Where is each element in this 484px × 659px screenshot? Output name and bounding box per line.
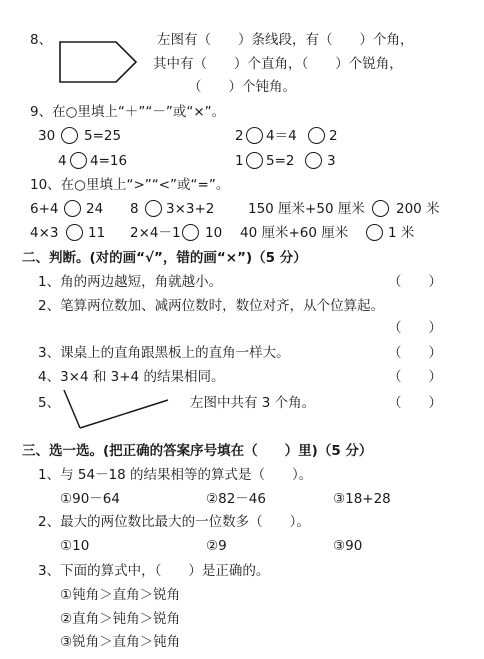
answer-circle[interactable]	[305, 152, 322, 169]
answer-circle[interactable]	[64, 200, 81, 217]
q10-f-right: 1 米	[388, 225, 415, 241]
answer-paren[interactable]: （ ）	[388, 274, 442, 290]
choice-q2-option-2[interactable]: ②9	[206, 538, 227, 554]
choice-q2-option-3[interactable]: ③90	[333, 538, 363, 554]
choice-q1-option-2[interactable]: ②82－46	[206, 491, 266, 507]
q10-a-left: 6+4	[30, 201, 59, 217]
q9-b-mid: 4＝4	[266, 128, 297, 144]
choice-q1: 1、与 54－18 的结果相等的算式是（ ）。	[38, 467, 313, 483]
q10-e-left: 2×4－1	[130, 225, 181, 241]
pentagon-figure	[58, 38, 138, 88]
q8-number: 8、	[30, 32, 53, 48]
q10-b-right: 3×3+2	[166, 201, 215, 217]
q10-d-right: 11	[88, 225, 106, 241]
section3-title: 三、选一选。(把正确的答案序号填在（ ）里)（5 分）	[22, 443, 373, 459]
answer-paren[interactable]: （ ）	[388, 395, 442, 411]
judge-item-5: 5、	[38, 395, 61, 411]
answer-circle[interactable]	[246, 127, 263, 144]
q10-e-right: 10	[205, 225, 223, 241]
q10-d-left: 4×3	[30, 225, 59, 241]
q9-c-right: 4=16	[90, 153, 128, 169]
answer-circle[interactable]	[61, 127, 78, 144]
answer-circle[interactable]	[366, 224, 383, 241]
answer-paren[interactable]: （ ）	[388, 320, 442, 336]
q9-b-right: 2	[329, 128, 338, 144]
q10-c-right: 200 米	[396, 201, 440, 217]
q9-b-left: 2	[235, 128, 244, 144]
answer-circle[interactable]	[308, 127, 325, 144]
answer-circle[interactable]	[145, 200, 162, 217]
choice-q3-option-2[interactable]: ②直角＞钝角＞锐角	[60, 611, 181, 627]
judge-item-4: 4、3×4 和 3+4 的结果相同。	[38, 369, 225, 385]
q10-b-left: 8	[130, 201, 139, 217]
answer-circle[interactable]	[372, 200, 389, 217]
q9-a-left: 30	[38, 128, 56, 144]
answer-circle[interactable]	[66, 224, 83, 241]
q9-c-left: 4	[58, 153, 67, 169]
angle-lines-figure	[62, 388, 172, 432]
q9-title: 9、在○里填上“＋”“－”或“×”。	[30, 104, 226, 120]
judge-item-5-text: 左图中共有 3 个角。	[190, 395, 316, 411]
choice-q2: 2、最大的两位数比最大的一位数多（ ）。	[38, 514, 310, 530]
choice-q1-option-3[interactable]: ③18+28	[333, 491, 391, 507]
choice-q3-option-3[interactable]: ③锐角＞直角＞钝角	[60, 634, 181, 650]
q8-line3: （ ）个钝角。	[188, 79, 296, 95]
q10-title: 10、在○里填上“>”“<”或“=”。	[30, 177, 230, 193]
q9-d-left: 1	[235, 153, 244, 169]
answer-circle[interactable]	[70, 152, 87, 169]
q9-d-right: 3	[327, 153, 336, 169]
choice-q2-option-1[interactable]: ①10	[60, 538, 90, 554]
answer-paren[interactable]: （ ）	[388, 369, 442, 385]
q8-line2: 其中有（ ）个直角，（ ）个锐角，	[153, 56, 403, 72]
judge-item-1: 1、角的两边越短，角就越小。	[38, 274, 223, 290]
answer-paren[interactable]: （ ）	[388, 345, 442, 361]
q10-a-right: 24	[86, 201, 104, 217]
q10-c-left: 150 厘米+50 厘米	[248, 201, 365, 217]
section2-title: 二、判断。(对的画“√”，错的画“×”)（5 分）	[22, 250, 307, 266]
q9-a-right: 5=25	[84, 128, 122, 144]
choice-q3: 3、下面的算式中，（ ）是正确的。	[38, 563, 270, 579]
judge-item-2: 2、笔算两位数加、减两位数时，数位对齐，从个位算起。	[38, 298, 385, 314]
q9-d-mid: 5=2	[266, 153, 295, 169]
answer-circle[interactable]	[246, 152, 263, 169]
judge-item-3: 3、课桌上的直角跟黑板上的直角一样大。	[38, 345, 290, 361]
choice-q3-option-1[interactable]: ①钝角＞直角＞锐角	[60, 587, 181, 603]
answer-circle[interactable]	[182, 224, 199, 241]
q8-line1: 左图有（ ）条线段，有（ ）个角，	[157, 32, 414, 48]
q10-f-left: 40 厘米+60 厘米	[240, 225, 349, 241]
choice-q1-option-1[interactable]: ①90－64	[60, 491, 120, 507]
